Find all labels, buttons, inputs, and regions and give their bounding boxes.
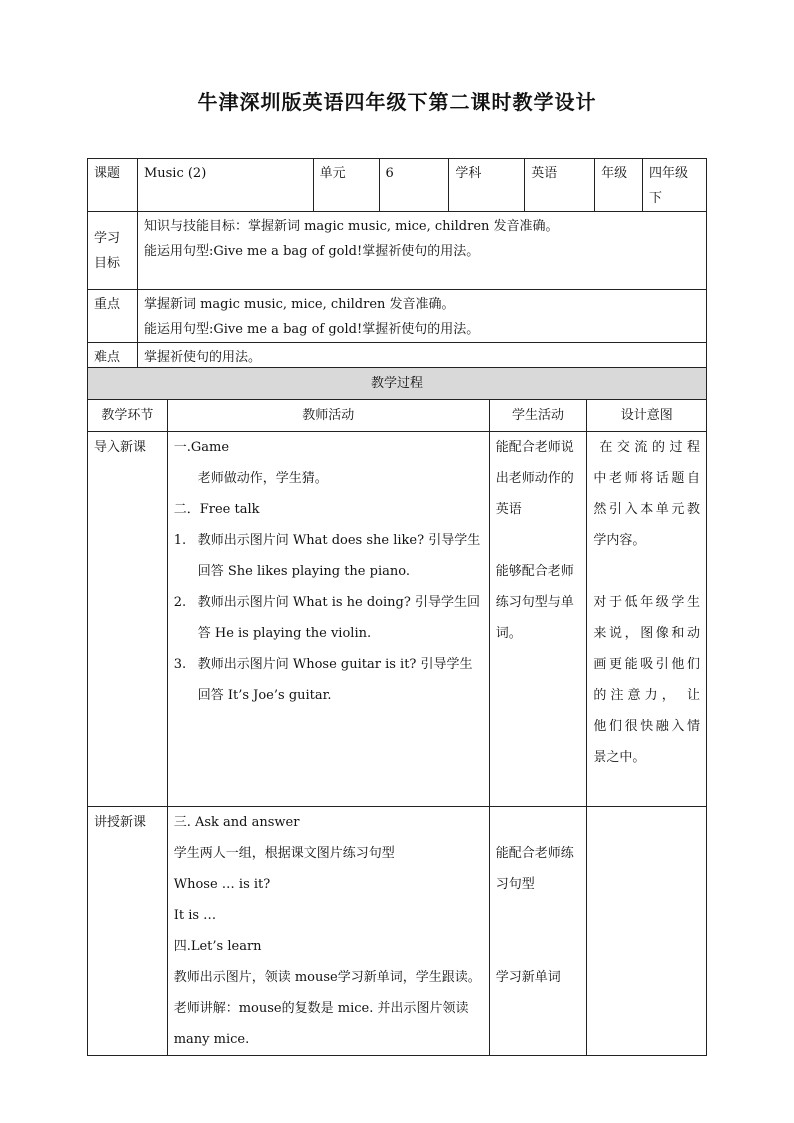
text-line: 回答 She likes playing the piano. — [197, 564, 410, 579]
goals-line: 能运用句型:Give me a bag of gold!掌握祈使句的用法。 — [143, 244, 480, 259]
text-line: 二．Free talk — [173, 502, 260, 517]
text-line: 四.Let’s learn — [173, 939, 262, 954]
text-line: 老师做动作，学生猜。 — [197, 471, 328, 486]
text-line: 教师出示图片问 Whose guitar is it? 引导学生 — [197, 657, 473, 672]
col-teacher-header: 教师活动 — [167, 400, 489, 432]
key-label: 重点 — [88, 290, 138, 343]
text-line: 学生两人一组，根据课文图片练习句型 — [173, 846, 395, 861]
topic-value: Music (2) — [137, 159, 313, 212]
text-line: 教师出示图片问 What is he doing? 引导学生回 — [197, 595, 480, 610]
col-stage-header: 教学环节 — [88, 400, 168, 432]
goals-label: 学习目标 — [88, 212, 138, 290]
unit-label: 单元 — [313, 159, 379, 212]
student-activity-new: 能配合老师练 习句型 学习新单词 — [489, 807, 587, 1056]
design-intent-intro: 在交流的过程 中老师将话题自 然引入本单元教 学内容。 对于低年级学生 来说，图像和动 画更能吸引他们 的注意力， 让 他们很快融入情 景之中。 — [587, 432, 707, 807]
goals-content — [137, 212, 706, 290]
col-student-header: 学生活动 — [489, 400, 587, 432]
text-line: Whose … is it? — [173, 877, 271, 892]
text-line: It is … — [173, 908, 217, 923]
text-line: 教师出示图片，领读 mouse学习新单词，学生跟读。 — [173, 970, 481, 985]
unit-value: 6 — [379, 159, 449, 212]
document-title: 牛津深圳版英语四年级下第二课时教学设计 — [197, 90, 597, 114]
difficult-label: 难点 — [88, 343, 138, 371]
teacher-activity-intro — [167, 432, 489, 807]
text-line: 一.Game — [173, 440, 230, 455]
teaching-process-table — [87, 367, 707, 1056]
process-heading: 教学过程 — [88, 368, 707, 400]
list-number: 3. — [173, 657, 187, 672]
text-line: 三. Ask and answer — [173, 815, 300, 830]
design-intent-new — [587, 807, 707, 1056]
stage-intro: 导入新课 — [88, 432, 168, 807]
text-line: 答 He is playing the violin. — [197, 626, 372, 641]
list-number: 1. — [173, 533, 187, 548]
key-line: 掌握新词 magic music, mice, children 发音准确。 — [143, 297, 455, 312]
lesson-info-table — [87, 158, 707, 371]
key-content — [137, 290, 706, 343]
subject-value: 英语 — [525, 159, 595, 212]
goals-line: 知识与技能目标：掌握新词 magic music, mice, children 发音准确。 — [143, 219, 559, 234]
table-row — [88, 807, 707, 1056]
difficult-content: 掌握祈使句的用法。 — [137, 343, 706, 371]
stage-new-lesson: 讲授新课 — [88, 807, 168, 1056]
teacher-activity-new — [167, 807, 489, 1056]
text-line: many mice. — [173, 1032, 250, 1047]
col-intent-header: 设计意图 — [587, 400, 707, 432]
key-line: 能运用句型:Give me a bag of gold!掌握祈使句的用法。 — [143, 322, 480, 337]
subject-label: 学科 — [449, 159, 525, 212]
list-number: 2. — [173, 595, 187, 610]
text-line: 回答 It’s Joe’s guitar. — [197, 688, 332, 703]
table-row — [88, 432, 707, 807]
student-activity-intro: 能配合老师说 出老师动作的 英语 能够配合老师 练习句型与单 词。 — [489, 432, 587, 807]
text-line: 教师出示图片问 What does she like? 引导学生 — [197, 533, 481, 548]
topic-label: 课题 — [88, 159, 138, 212]
grade-value: 四年级下 — [643, 159, 707, 212]
text-line: 老师讲解：mouse的复数是 mice. 并出示图片领读 — [173, 1001, 469, 1016]
grade-label: 年级 — [595, 159, 643, 212]
